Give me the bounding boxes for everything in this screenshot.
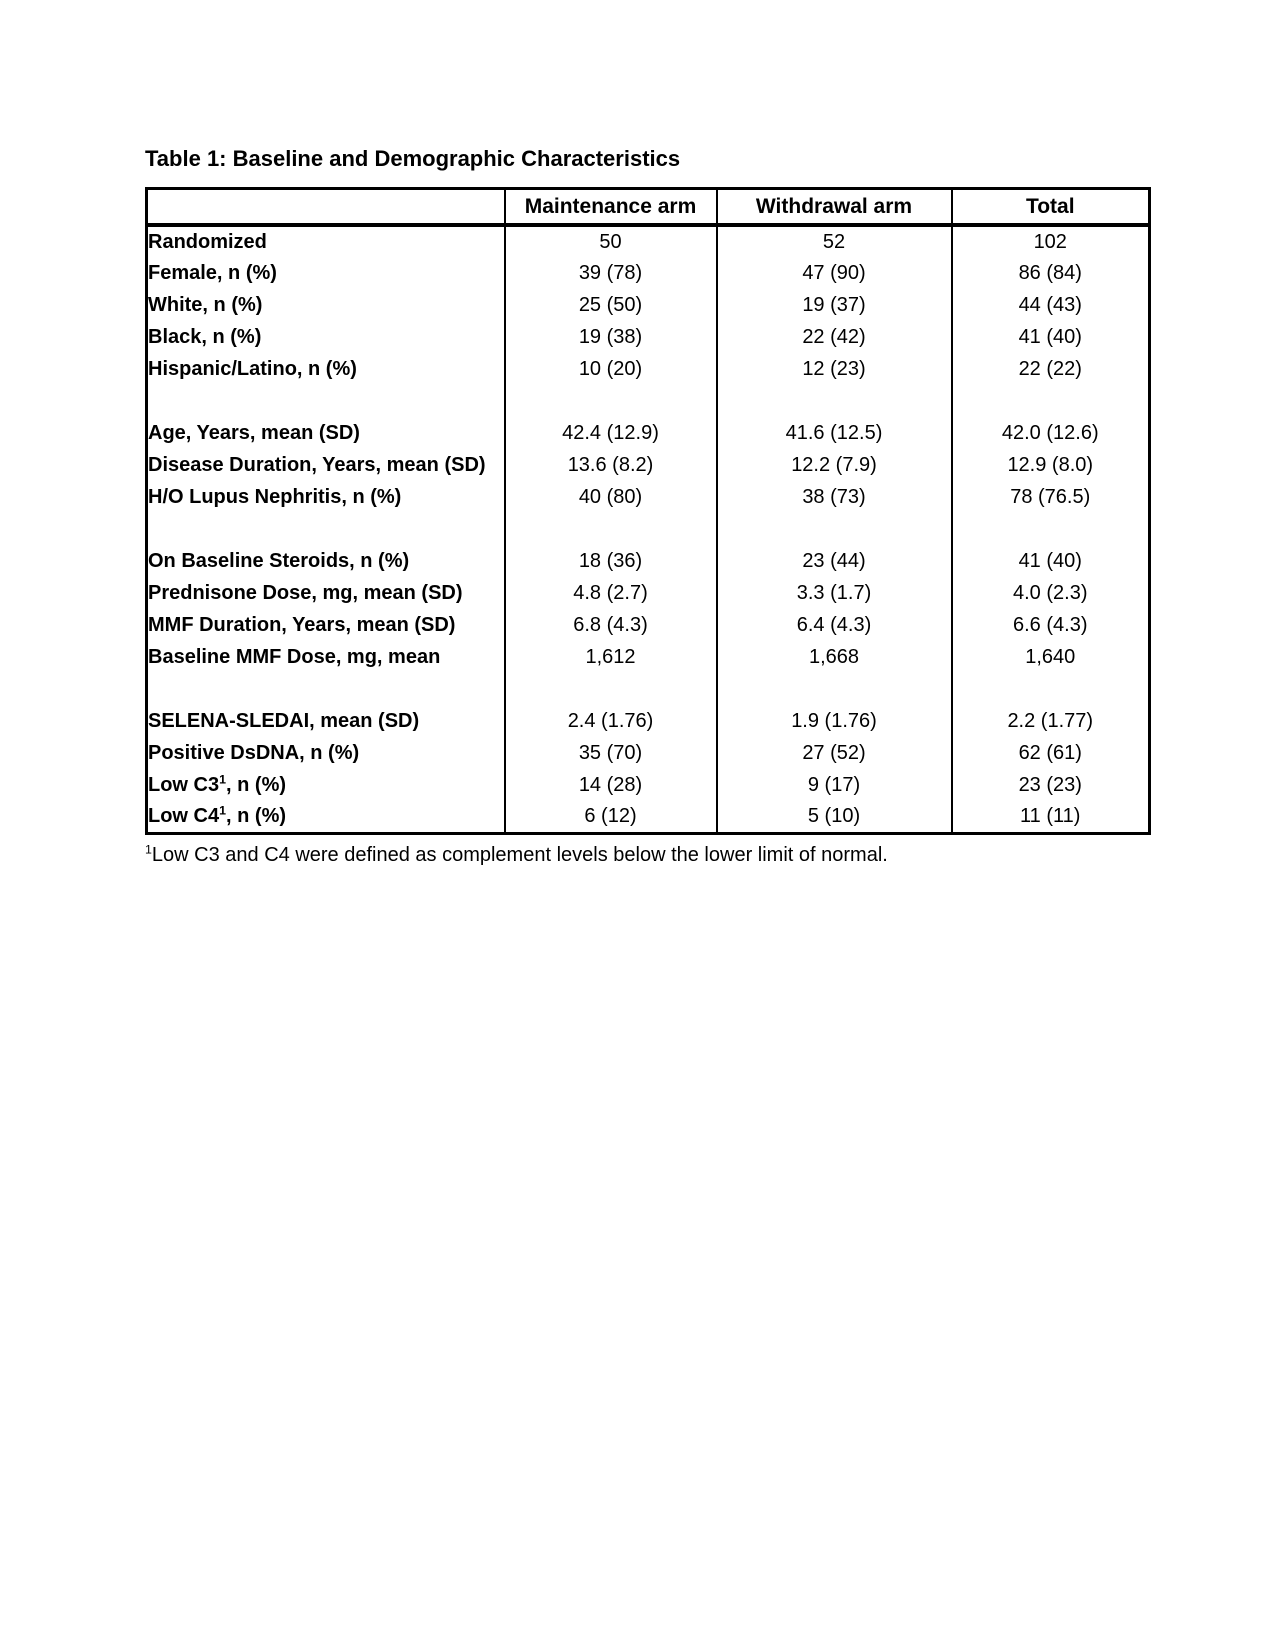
row-label — [147, 673, 505, 705]
table-row — [147, 257, 1150, 289]
cell-value: 1,612 — [505, 641, 717, 673]
row-label — [147, 481, 505, 513]
column-header-withdrawal-arm: Withdrawal arm — [717, 189, 952, 226]
row-label — [147, 737, 505, 769]
cell-value — [505, 513, 717, 545]
cell-value: 42.0 (12.6) — [952, 417, 1150, 449]
row-label-pre: Hispanic/Latino, n (%) — [148, 357, 357, 380]
cell-value: 42.4 (12.9) — [505, 417, 717, 449]
table-row — [147, 289, 1150, 321]
cell-value: 9 (17) — [717, 769, 952, 801]
row-label — [147, 545, 505, 577]
row-label-pre: SELENA-SLEDAI, mean (SD) — [148, 709, 420, 732]
cell-value: 86 (84) — [952, 257, 1150, 289]
cell-value: 18 (36) — [505, 545, 717, 577]
row-label-pre: MMF Duration, Years, mean (SD) — [148, 613, 456, 636]
cell-value: 19 (38) — [505, 321, 717, 353]
header-row — [147, 189, 1150, 226]
row-label — [147, 257, 505, 289]
cell-value: 4.0 (2.3) — [952, 577, 1150, 609]
table-row — [147, 769, 1150, 801]
table-row — [147, 577, 1150, 609]
footnote-text: Low C3 and C4 were defined as complement levels below the lower limit of normal. — [151, 843, 888, 866]
table-row — [147, 225, 1150, 257]
row-label-pre: Low C3 — [148, 773, 220, 796]
cell-value: 23 (23) — [952, 769, 1150, 801]
table-row — [147, 321, 1150, 353]
row-label-post: , n (%) — [226, 773, 287, 796]
cell-value — [717, 513, 952, 545]
cell-value: 2.2 (1.77) — [952, 705, 1150, 737]
cell-value: 41 (40) — [952, 321, 1150, 353]
cell-value: 12 (23) — [717, 353, 952, 385]
row-label-sup: 1 — [219, 803, 227, 818]
cell-value — [717, 673, 952, 705]
cell-value: 41.6 (12.5) — [717, 417, 952, 449]
cell-value: 6.8 (4.3) — [505, 609, 717, 641]
row-label-pre: On Baseline Steroids, n (%) — [148, 549, 410, 572]
cell-value: 35 (70) — [505, 737, 717, 769]
row-label — [147, 609, 505, 641]
row-label — [147, 417, 505, 449]
column-header-empty — [147, 189, 505, 226]
column-header-maintenance-arm: Maintenance arm — [505, 189, 717, 226]
cell-value: 1.9 (1.76) — [717, 705, 952, 737]
cell-value: 14 (28) — [505, 769, 717, 801]
cell-value: 22 (22) — [952, 353, 1150, 385]
cell-value: 27 (52) — [717, 737, 952, 769]
cell-value: 6 (12) — [505, 801, 717, 833]
cell-value: 78 (76.5) — [952, 481, 1150, 513]
cell-value — [717, 385, 952, 417]
row-label — [147, 225, 505, 257]
table-row — [147, 449, 1150, 481]
cell-value: 1,668 — [717, 641, 952, 673]
cell-value: 6.6 (4.3) — [952, 609, 1150, 641]
row-label — [147, 449, 505, 481]
cell-value: 12.9 (8.0) — [952, 449, 1150, 481]
row-label — [147, 577, 505, 609]
cell-value: 6.4 (4.3) — [717, 609, 952, 641]
cell-value: 50 — [505, 225, 717, 257]
cell-value: 3.3 (1.7) — [717, 577, 952, 609]
column-header-total: Total — [952, 189, 1150, 226]
row-label-pre: Black, n (%) — [148, 325, 262, 348]
cell-value — [952, 385, 1150, 417]
cell-value: 102 — [952, 225, 1150, 257]
table-spacer-row — [147, 513, 1150, 545]
cell-value: 22 (42) — [717, 321, 952, 353]
cell-value — [952, 513, 1150, 545]
cell-value: 38 (73) — [717, 481, 952, 513]
table-spacer-row — [147, 673, 1150, 705]
row-label-sup: 1 — [219, 771, 227, 786]
row-label — [147, 385, 505, 417]
cell-value: 11 (11) — [952, 801, 1150, 833]
cell-value: 4.8 (2.7) — [505, 577, 717, 609]
row-label-pre: Positive DsDNA, n (%) — [148, 741, 360, 764]
cell-value: 12.2 (7.9) — [717, 449, 952, 481]
row-label-pre: Baseline MMF Dose, mg, mean — [148, 645, 441, 668]
cell-value: 40 (80) — [505, 481, 717, 513]
table-header — [147, 189, 1150, 226]
baseline-characteristics-table — [145, 187, 1151, 835]
cell-value — [952, 673, 1150, 705]
row-label-post: , n (%) — [226, 804, 287, 827]
row-label-pre: Prednisone Dose, mg, mean (SD) — [148, 581, 463, 604]
cell-value — [505, 385, 717, 417]
cell-value: 25 (50) — [505, 289, 717, 321]
row-label-pre: Randomized — [148, 230, 267, 253]
row-label-pre: Disease Duration, Years, mean (SD) — [148, 453, 486, 476]
cell-value: 13.6 (8.2) — [505, 449, 717, 481]
row-label — [147, 801, 505, 833]
table-row — [147, 417, 1150, 449]
cell-value: 19 (37) — [717, 289, 952, 321]
cell-value: 5 (10) — [717, 801, 952, 833]
table-row — [147, 545, 1150, 577]
cell-value: 10 (20) — [505, 353, 717, 385]
table-row — [147, 705, 1150, 737]
cell-value: 47 (90) — [717, 257, 952, 289]
table-body — [147, 225, 1150, 833]
cell-value: 39 (78) — [505, 257, 717, 289]
table-row — [147, 641, 1150, 673]
cell-value: 23 (44) — [717, 545, 952, 577]
row-label — [147, 321, 505, 353]
row-label — [147, 705, 505, 737]
row-label-pre: Female, n (%) — [148, 261, 277, 284]
row-label-pre: H/O Lupus Nephritis, n (%) — [148, 485, 402, 508]
row-label — [147, 289, 505, 321]
cell-value: 52 — [717, 225, 952, 257]
row-label — [147, 641, 505, 673]
row-label-pre: Low C4 — [148, 804, 220, 827]
row-label-pre: Age, Years, mean (SD) — [148, 421, 360, 444]
cell-value: 1,640 — [952, 641, 1150, 673]
cell-value: 44 (43) — [952, 289, 1150, 321]
row-label — [147, 769, 505, 801]
cell-value — [505, 673, 717, 705]
cell-value: 62 (61) — [952, 737, 1150, 769]
footnote — [145, 843, 1148, 867]
footnote-marker: 1 — [145, 841, 152, 856]
table-row — [147, 353, 1150, 385]
table-row — [147, 481, 1150, 513]
row-label — [147, 353, 505, 385]
table-row — [147, 737, 1150, 769]
row-label — [147, 513, 505, 545]
table-title: Table 1: Baseline and Demographic Characteristics — [145, 146, 681, 171]
cell-value: 2.4 (1.76) — [505, 705, 717, 737]
table-row — [147, 609, 1150, 641]
row-label-pre: White, n (%) — [148, 293, 263, 316]
cell-value: 41 (40) — [952, 545, 1150, 577]
table-spacer-row — [147, 385, 1150, 417]
table-row — [147, 801, 1150, 833]
